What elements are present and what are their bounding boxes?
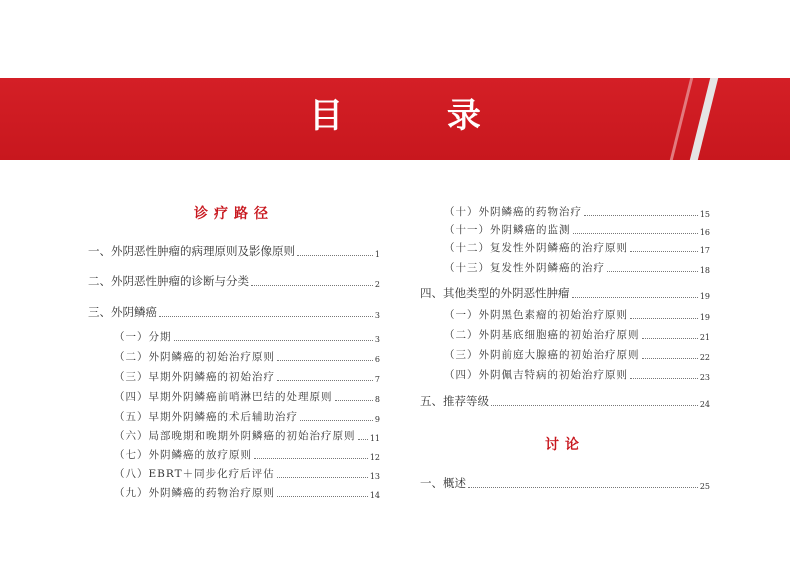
dot-leader <box>468 487 698 488</box>
toc-subentry[interactable] <box>444 240 710 255</box>
dot-leader <box>277 477 368 478</box>
toc-subentry[interactable] <box>444 307 710 322</box>
toc-entry-page: 19 <box>699 313 710 322</box>
toc-subentry[interactable] <box>444 347 710 362</box>
toc-entry-label: 五、推荐等级 <box>420 394 489 408</box>
toc-entry[interactable] <box>420 285 710 301</box>
toc-entry-page: 3 <box>374 311 380 320</box>
toc-entry-page: 8 <box>374 395 380 404</box>
toc-entry-label: （八）EBRT＋同步化疗后评估 <box>114 468 275 480</box>
toc-entry-label: （四）早期外阴鳞癌前哨淋巴结的处理原则 <box>114 391 333 403</box>
toc-entry-label: （十一）外阴鳞癌的监测 <box>444 224 571 236</box>
toc-entry-page: 2 <box>374 280 380 289</box>
toc-entry-page: 14 <box>369 491 380 500</box>
dot-leader <box>630 318 698 319</box>
toc-entry[interactable] <box>420 475 710 491</box>
toc-entry-page: 9 <box>374 415 380 424</box>
toc-entry-page: 22 <box>699 353 710 362</box>
dot-leader <box>277 360 373 361</box>
title-banner <box>0 78 790 160</box>
dot-leader <box>277 496 368 497</box>
toc-entry-label: 一、概述 <box>420 476 466 490</box>
toc-subentry[interactable] <box>114 389 380 404</box>
toc-entry-label: 一、外阴恶性肿瘤的病理原则及影像原则 <box>88 244 295 258</box>
section-title-pathway: 诊疗路径 <box>194 206 274 222</box>
toc-entry-label: （四）外阴佩吉特病的初始治疗原则 <box>444 369 628 381</box>
toc-entry-label: （二）外阴鳞癌的初始治疗原则 <box>114 351 275 363</box>
toc-entry-page: 3 <box>374 335 380 344</box>
toc-subentry[interactable] <box>444 222 710 237</box>
dot-leader <box>159 316 373 317</box>
dot-leader <box>642 338 698 339</box>
toc-entry-label: （三）外阴前庭大腺癌的初始治疗原则 <box>444 349 640 361</box>
toc-subentry[interactable] <box>114 428 380 443</box>
toc-entry-page: 11 <box>369 434 380 443</box>
dot-leader <box>573 233 698 234</box>
toc-entry-label: （十二）复发性外阴鳞癌的治疗原则 <box>444 242 628 254</box>
toc-entry-page: 21 <box>699 333 710 342</box>
section-title-discussion: 讨论 <box>545 437 585 453</box>
page-title: 目 录 <box>309 96 527 136</box>
toc-subentry[interactable] <box>444 327 710 342</box>
toc-entry-label: （一）分期 <box>114 331 172 343</box>
toc-subentry[interactable] <box>114 349 380 364</box>
toc-entry-label: 三、外阴鳞癌 <box>88 305 157 319</box>
toc-entry-page: 19 <box>699 292 710 301</box>
toc-entry-page: 16 <box>699 228 710 237</box>
dot-leader <box>642 358 698 359</box>
toc-entry-page: 13 <box>369 472 380 481</box>
toc-entry-label: （十）外阴鳞癌的药物治疗 <box>444 206 582 218</box>
toc-entry-page: 6 <box>374 355 380 364</box>
toc-entry-label: （三）早期外阴鳞癌的初始治疗 <box>114 371 275 383</box>
toc-entry[interactable] <box>88 304 380 320</box>
dot-leader <box>174 340 373 341</box>
dot-leader <box>491 405 698 406</box>
toc-subentry[interactable] <box>114 447 380 462</box>
toc-subentry[interactable] <box>114 369 380 384</box>
toc-entry-label: （六）局部晚期和晚期外阴鳞癌的初始治疗原则 <box>114 430 356 442</box>
toc-entry-page: 7 <box>374 375 380 384</box>
toc-subentry[interactable] <box>114 329 380 344</box>
dot-leader <box>630 378 698 379</box>
toc-entry-label: （一）外阴黑色素瘤的初始治疗原则 <box>444 309 628 321</box>
dot-leader <box>251 285 373 286</box>
toc-entry-label: （二）外阴基底细胞癌的初始治疗原则 <box>444 329 640 341</box>
toc-subentry[interactable] <box>444 367 710 382</box>
dot-leader <box>254 458 368 459</box>
toc-entry-label: （五）早期外阴鳞癌的术后辅助治疗 <box>114 411 298 423</box>
dot-leader <box>358 439 368 440</box>
toc-entry-label: （九）外阴鳞癌的药物治疗原则 <box>114 487 275 499</box>
toc-entry-label: 二、外阴恶性肿瘤的诊断与分类 <box>88 274 249 288</box>
toc-subentry[interactable] <box>114 466 380 481</box>
dot-leader <box>297 255 373 256</box>
toc-subentry[interactable] <box>114 409 380 424</box>
toc-entry[interactable] <box>88 243 380 259</box>
toc-entry-label: （十三）复发性外阴鳞癌的治疗 <box>444 262 605 274</box>
dot-leader <box>630 251 698 252</box>
toc-entry-page: 15 <box>699 210 710 219</box>
toc-subentry[interactable] <box>444 204 710 219</box>
toc-entry-page: 12 <box>369 453 380 462</box>
toc-entry[interactable] <box>88 273 380 289</box>
toc-entry-page: 23 <box>699 373 710 382</box>
toc-entry-page: 1 <box>374 250 380 259</box>
toc-entry-page: 18 <box>699 266 710 275</box>
toc-entry-page: 25 <box>699 482 710 491</box>
dot-leader <box>335 400 373 401</box>
toc-entry-label: 四、其他类型的外阴恶性肿瘤 <box>420 286 570 300</box>
dot-leader <box>584 215 698 216</box>
toc-subentry[interactable] <box>114 485 380 500</box>
dot-leader <box>277 380 373 381</box>
dot-leader <box>607 271 698 272</box>
toc-subentry[interactable] <box>444 260 710 275</box>
toc-entry[interactable] <box>420 393 710 409</box>
toc-entry-page: 17 <box>699 246 710 255</box>
toc-entry-label: （七）外阴鳞癌的放疗原则 <box>114 449 252 461</box>
toc-entry-page: 24 <box>699 400 710 409</box>
dot-leader <box>572 297 698 298</box>
dot-leader <box>300 420 373 421</box>
